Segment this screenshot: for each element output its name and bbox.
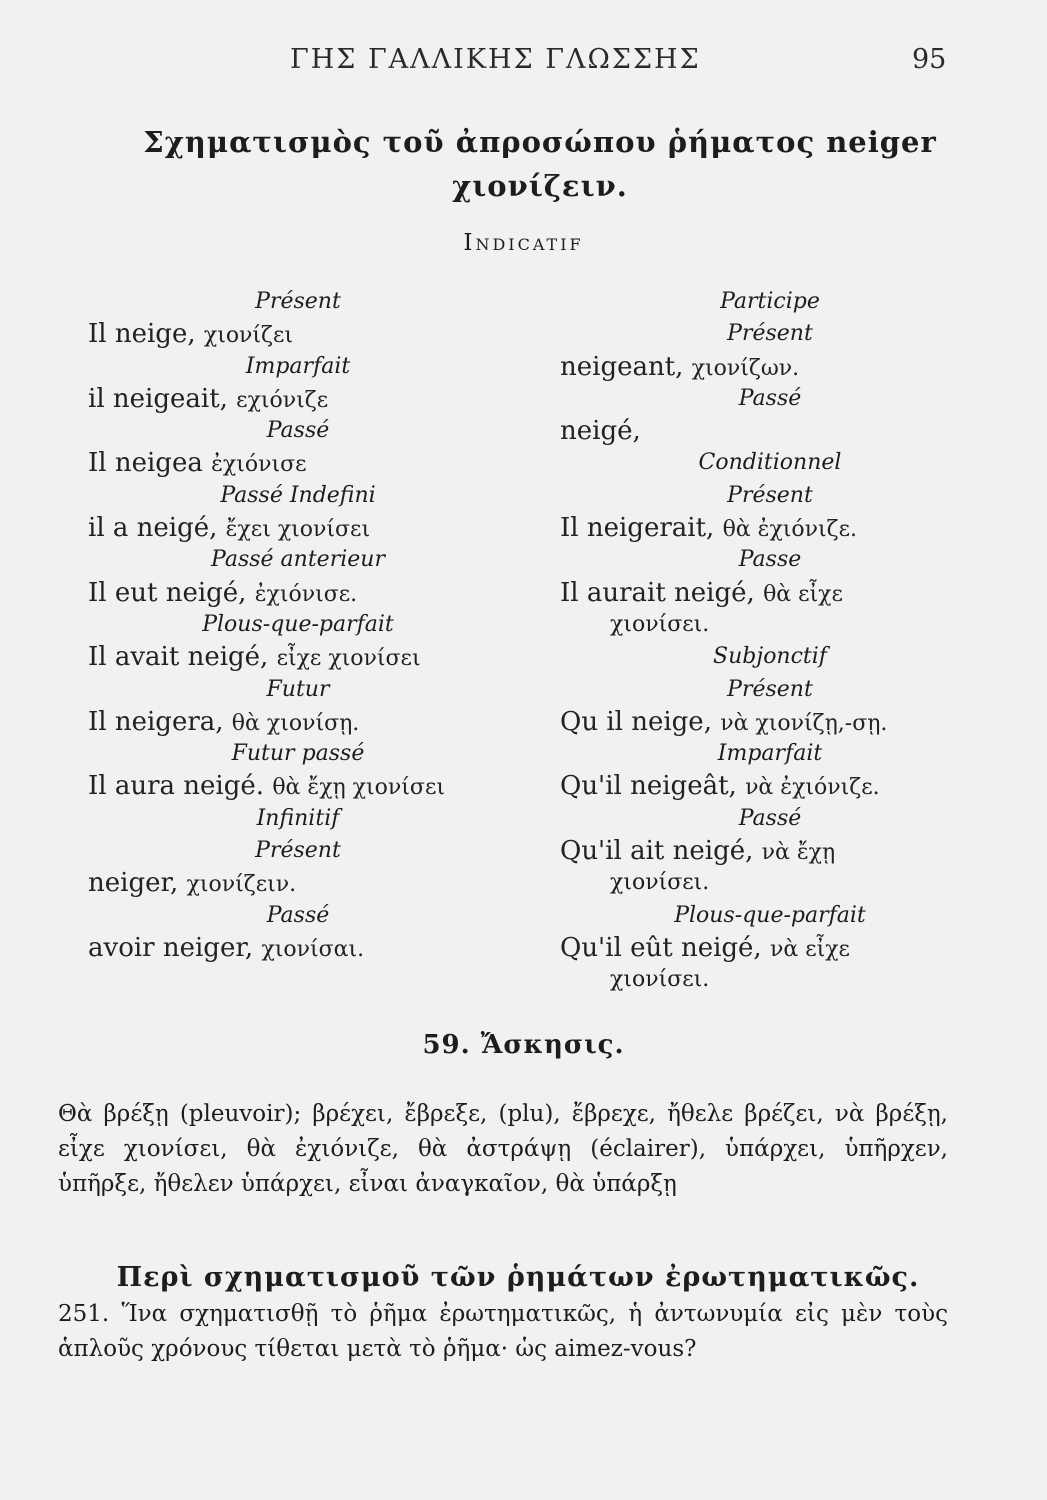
greek-translation: εχιόνιζε [236,387,329,413]
french-form: Il avait neigé, [88,642,277,673]
tense-heading: Passé [266,902,330,928]
french-form: Il neigera, [88,706,232,737]
french-form: Il aurait neigé, [560,577,764,608]
conjugation-entry [88,447,508,479]
greek-translation: νὰ ἐχιόνιζε. [745,775,880,801]
greek-translation: θὰ ἔχῃ χιονίσει [272,775,445,801]
conjugation-entry [88,932,508,964]
french-form: Il neigerait, [560,513,723,544]
conjugation-entry [560,835,980,867]
tense-heading: Présent [255,289,341,314]
tense-heading: Futur passé [231,741,365,767]
greek-translation: χιονίσαι. [261,936,365,962]
french-form: Qu'il ait neigé, [560,836,762,867]
conjugation-entry [88,770,508,802]
greek-translation: ἐχιόνισε [211,452,307,478]
greek-translation: νὰ εἶχε [769,936,850,962]
exercise-heading: 59. Ἄσκησις. [422,1030,625,1060]
conjugation-right-column [560,286,980,997]
section-title-line-2: χιονίζειν. [452,169,628,203]
section-title [90,120,990,208]
greek-translation: θὰ χιονίσῃ. [231,710,360,736]
tense-heading: Passé anterieur [211,547,385,573]
tense-heading: Présent [255,838,341,864]
conjugation-entry [560,706,980,738]
conjugation-entry [560,577,980,609]
conjugation-entry [88,577,508,609]
interrogative-heading: Περὶ σχηματισμοῦ τῶν ῥημάτων ἐρωτηματικῶς. [116,1262,920,1293]
greek-continuation: χιονίσει. [610,967,710,993]
tense-heading: Infinitif [256,805,340,831]
conjugation-entry [560,932,980,964]
greek-translation: εἶχε χιονίσει [276,646,421,672]
french-form: Qu il neige, [560,706,721,737]
greek-translation: ἐχιόνισε. [254,581,358,607]
tense-heading: Participe [720,289,820,314]
conjugation-left-column [88,286,508,964]
running-head: ΓΗΣ ΓΑΛΛΙΚΗΣ ΓΛΩΣΣΗΣ [290,44,701,75]
tense-heading: Imparfait [245,353,351,379]
tense-heading: Plous-que-parfait [202,611,394,637]
tense-heading: Présent [727,482,813,508]
conjugation-entry [88,512,508,544]
french-form: Qu'il eût neigé, [560,932,770,963]
french-form: avoir neiger, [88,932,262,963]
tense-heading: Passé [266,418,330,444]
tense-heading: Futur [266,676,330,702]
conjugation-entry [560,512,980,544]
tense-heading: Imparfait [717,741,823,767]
tense-heading: Subjonctif [713,644,827,670]
conjugation-entry [560,351,980,383]
french-form: Qu'il neigeât, [560,771,746,802]
tense-heading: Présent [727,676,813,702]
french-form: Il aura neigé. [88,771,273,802]
french-form: neigé, [560,416,641,447]
conjugation-entry [88,867,508,899]
section-title-line-1: Σχηματισμὸς τοῦ ἀπροσώπου ῥήματος neiger [143,125,937,159]
page-number: 95 [912,44,947,75]
conjugation-entry [88,318,508,350]
conjugation-entry [560,415,980,447]
conjugation-entry [88,641,508,673]
french-form: neiger, [88,868,187,899]
tense-heading: Passé [738,385,802,411]
tense-heading: Plous-que-parfait [674,902,866,928]
greek-translation: χιονίζειν. [186,872,297,898]
tense-heading: Passé [738,805,802,831]
greek-continuation: χιονίσει. [610,870,710,896]
greek-translation: ἔχει χιονίσει [225,517,371,543]
french-form: neigeant, [560,351,692,382]
french-form: il a neigé, [88,513,226,544]
french-form: Il neige, [88,319,204,350]
french-form: il neigeait, [88,383,237,414]
greek-translation: θὰ ἐχιόνιζε. [722,517,857,543]
french-form: Il eut neigé, [88,577,255,608]
exercise-paragraph: Θὰ βρέξῃ (pleuvoir); βρέχει, ἔβρεξε, (plu), ἔβρεχε, ἤθελε βρέζει, νὰ βρέξῃ, εἶχε χιονίσει, θὰ ἐχιόνιζε, θὰ ἀστράψῃ (éclairer), ὑπάρχει, ὑπῆρχεν, ὑπῆρξε, ἤθελεν ὑπάρχει, εἶναι ἀναγκαῖον, θὰ ὑπάρξῃ [58,1101,948,1197]
french-form: Il neigea [88,448,212,479]
tense-heading: Conditionnel [698,450,842,476]
conjugation-entry [88,706,508,738]
greek-translation: χιονίζει [203,323,294,349]
greek-translation: θὰ εἶχε [763,581,843,607]
greek-translation: χιονίζων. [691,355,800,381]
conjugation-entry [560,770,980,802]
greek-continuation: χιονίσει. [610,611,710,637]
tense-heading: Passe [738,547,802,573]
rule-251-paragraph: 251. Ἵνα σχηματισθῇ τὸ ῥῆμα ἐρωτηματικῶς, ἡ ἀντωνυμία εἰς μὲν τοὺς ἁπλοῦς χρόνους τίθεται μετὰ τὸ ῥῆμα· ὡς aimez-vous? [58,1301,948,1362]
greek-translation: νὰ χιονίζῃ,-σῃ. [720,710,888,736]
mood-heading: Indicatif [463,230,584,256]
tense-heading: Passé Indefini [220,482,376,508]
conjugation-entry [88,383,508,415]
tense-heading: Présent [727,321,813,347]
greek-translation: νὰ ἔχῃ [761,840,836,866]
